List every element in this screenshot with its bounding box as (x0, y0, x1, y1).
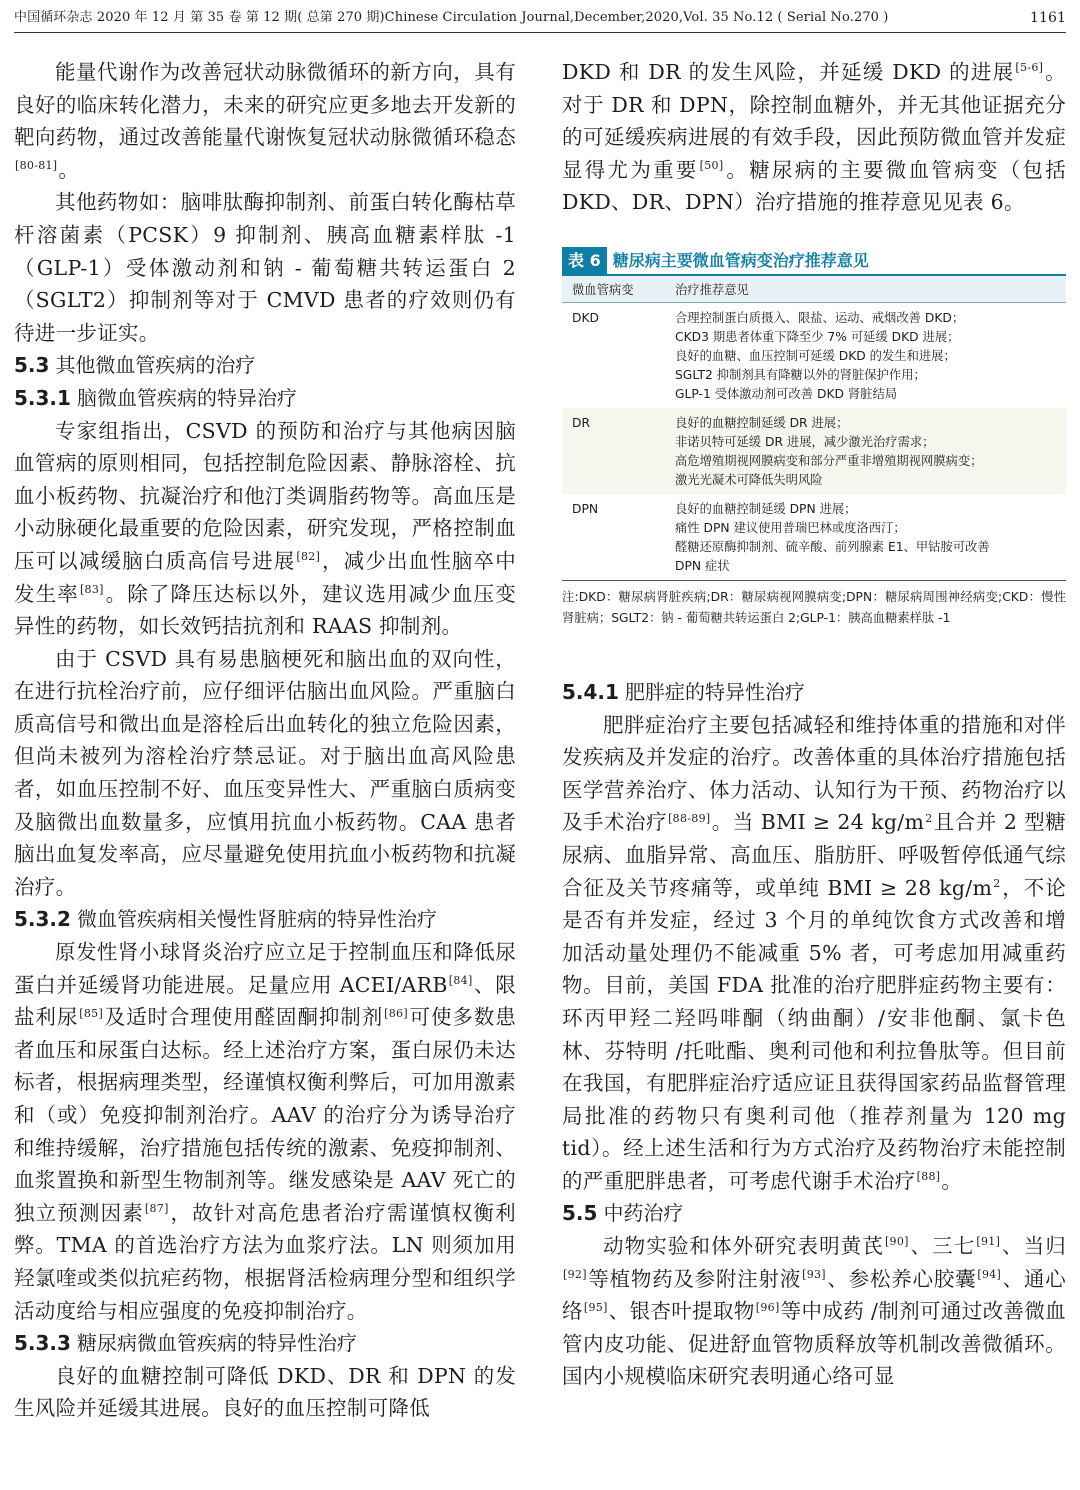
row-recommendations-dpn (675, 494, 1066, 581)
citation[interactable]: [86] (384, 1006, 408, 1020)
row-recommendations-dr (675, 408, 1066, 494)
paragraph-csvd-treatment: 专家组指出，CSVD 的预防和治疗与其他病因脑血管病的原则相同，包括控制危险因素、静脉溶栓、抗血小板药物、抗凝治疗和他汀类调脂药物等。高血压是小动脉硬化最重要的危险因素，研究发现，严格控制血压可以减缓脑白质高信号进展[82]，减少出血性脑卒中发生率[83]。除了降压达标以外，建议选用减少血压变异性的药物，如长效钙拮抗剂和 RAAS 抑制剂。 (14, 418, 516, 639)
recommendation-line: CKD3 期患者体重下降至少 7% 可延缓 DKD 进展； (675, 329, 960, 344)
recommendation-line: GLP-1 受体激动剂可改善 DKD 肾脏结局 (675, 386, 898, 401)
page-number: 1161 (1029, 10, 1066, 26)
citation[interactable]: [93] (802, 1267, 826, 1281)
running-header (14, 6, 1066, 33)
column-header-recommendation: 治疗推荐意见 (675, 276, 1066, 303)
section-heading-5-3: 5.3 其他微血管疾病的治疗 (14, 353, 256, 378)
recommendation-line: 良好的血糖、血压控制可延缓 DKD 的发生和进展； (675, 348, 956, 363)
citation[interactable]: [87] (144, 1202, 169, 1216)
right-column (562, 56, 1066, 1393)
superscript: 2 (993, 876, 1001, 890)
citation[interactable]: [84] (448, 973, 473, 987)
citation[interactable]: [88-89] (668, 811, 711, 825)
table-caption (562, 247, 1066, 276)
table-header-row (562, 276, 1066, 303)
section-heading-5-5: 5.5 中药治疗 (562, 1201, 684, 1226)
table-6 (562, 247, 1066, 629)
table-footnote: 注:DKD：糖尿病肾脏疾病;DR：糖尿病视网膜病变;DPN：糖尿病周围神经病变;CKD：慢性肾脏病；SGLT2：钠 - 葡萄糖共转运蛋白 2;GLP-1：胰高血糖素样肽 -1 (562, 589, 1066, 625)
section-heading-5-4-1: 5.4.1 肥胖症的特异性治疗 (562, 679, 805, 704)
recommendation-line: 非诺贝特可延缓 DR 进展，减少激光治疗需求； (675, 434, 935, 449)
running-title: 中国循环杂志 2020 年 12 月 第 35 卷 第 12 期( 总第 270 期)Chinese Circulation Journal,December,2020,Vol. 35 No.12 ( Serial No.270 ) (14, 10, 889, 25)
section-heading-5-3-3: 5.3.3 糖尿病微血管疾病的特异性治疗 (14, 1331, 357, 1356)
row-label-dr: DR (562, 408, 675, 494)
citation[interactable]: [85] (79, 1006, 104, 1020)
paragraph-obesity-treatment: 肥胖症治疗主要包括减轻和维持体重的措施和对伴发疾病及并发症的治疗。改善体重的具体治疗措施包括医学营养治疗、体力活动、认知行为干预、药物治疗以及手术治疗[88-89]。当 BMI ≥ 24 $kg/m^2$且合并 2 型糖尿病、血脂异常、高血压、脂肪肝、呼吸暂停低通气综合征及关节疼痛等，或单纯 BMI ≥ 28 $kg/m^2$，不论是否有并发症，经过 3 个月的单纯饮食方式改善和增加活动量处理仍不能减重 5% 者，可考虑加用减重药物。目前，美国 FDA 批准的治疗肥胖症药物主要有：环丙甲羟二羟吗啡酮（纳曲酮）/安非他酮、氯卡色林、芬特明 /托吡酯、奥利司他和利拉鲁肽等。但目前在我国，有肥胖症治疗适应证且获得国家药品监督管理局批准的药物只有奥利司他（推荐剂量为 120 mg tid）。经上述生活和行为方式治疗及药物治疗未能控制的严重肥胖患者，可考虑代谢手术治疗[88]。 (562, 712, 1067, 1193)
paragraph-diabetes-microvascular: 良好的血糖控制可降低 DKD、DR 和 DPN 的发生风险并延缓其进展。良好的血压控制可降低 (14, 1363, 516, 1421)
row-recommendations-dkd (675, 302, 1066, 408)
left-column (14, 56, 516, 1425)
citation[interactable]: [83] (79, 582, 104, 596)
citation[interactable]: [88] (916, 1170, 941, 1184)
table-row-dr (562, 408, 1066, 494)
recommendation-table (562, 276, 1066, 581)
table-title: 糖尿病主要微血管病变治疗推荐意见 (612, 250, 869, 270)
citation[interactable]: [91] (976, 1235, 1001, 1249)
paragraph-dkd-dr-continued: DKD 和 DR 的发生风险，并延缓 DKD 的进展[5-6]。对于 DR 和 DPN，除控制血糖外，并无其他证据充分的可延缓疾病进展的有效手段，因此预防微血管并发症显得尤为重要[50]。糖尿病的主要微血管病变（包括 DKD、DR、DPN）治疗措施的推荐意见见表 6。 (562, 60, 1066, 215)
recommendation-line: DPN 症状 (675, 558, 730, 573)
paragraph-tcm-treatment: 动物实验和体外研究表明黄芪[90]、三七[91]、当归[92]等植物药及参附注射液[93]、参松养心胶囊[94]、通心络[95]、银杏叶提取物[96]等中成药 /制剂可通过改善微血管内皮功能、促进舒血管物质释放等机制改善微循环。国内小规模临床研究表明通心络可显 (562, 1234, 1067, 1389)
citation[interactable]: [50] (699, 159, 724, 173)
superscript: 2 (925, 811, 933, 825)
citation[interactable]: [92] (563, 1267, 587, 1281)
recommendation-line: 高危增殖期视网膜病变和部分严重非增殖期视网膜病变； (675, 453, 983, 468)
recommendation-line: 良好的血糖控制延缓 DR 进展； (675, 415, 849, 430)
obesity-section (562, 676, 1066, 1393)
recommendation-line: SGLT2 抑制剂具有降糖以外的肾脏保护作用； (675, 367, 926, 382)
section-heading-5-3-2: 5.3.2 微血管疾病相关慢性肾脏病的特异性治疗 (14, 907, 437, 932)
column-header-lesion: 微血管病变 (562, 276, 675, 303)
section-heading-5-3-1: 5.3.1 脑微血管疾病的特异治疗 (14, 385, 297, 410)
paragraph-ckd-treatment: 原发性肾小球肾炎治疗应立足于控制血压和降低尿蛋白并延缓肾功能进展。足量应用 ACEI/ARB[84]、限盐利尿[85]及适时合理使用醛固酮抑制剂[86]可使多数患者血压和尿蛋白达标。经上述治疗方案，蛋白尿仍未达标者，根据病理类型，经谨慎权衡利弊后，可加用激素和（或）免疫抑制剂治疗。AAV 的治疗分为诱导治疗和维持缓解，治疗措施包括传统的激素、免疫抑制剂、血浆置换和新型生物制剂等。继发感染是 AAV 死亡的独立预测因素[87]，故针对高危患者治疗需谨慎权衡利弊。TMA 的首选治疗方法为血浆疗法。LN 则须加用羟氯喹或类似抗疟药物，根据肾活检病理分型和组织学活动度给与相应强度的免疫抑制治疗。 (14, 940, 517, 1323)
paragraph-other-drugs: 其他药物如：脑啡肽酶抑制剂、前蛋白转化酶枯草杆溶菌素（PCSK）9 抑制剂、胰高血糖素样肽 -1（GLP-1）受体激动剂和钠 - 葡萄糖共转运蛋白 2（SGLT2）抑制剂等对于 CMVD 患者的疗效则仍有待进一步证实。 (14, 190, 516, 345)
citation[interactable]: [96] (755, 1300, 780, 1314)
citation[interactable]: [90] (884, 1235, 909, 1249)
citation[interactable]: [94] (977, 1267, 1002, 1281)
citation[interactable]: [82] (296, 550, 321, 564)
table-row-dkd (562, 302, 1066, 408)
row-label-dkd: DKD (572, 310, 600, 325)
citation[interactable]: [80-81] (15, 159, 58, 173)
recommendation-line: 醛糖还原酶抑制剂、硫辛酸、前列腺素 E1、甲钴胺可改善 (675, 539, 990, 554)
recommendation-line: 痛性 DPN 建议使用普瑞巴林或度洛西汀； (675, 520, 906, 535)
recommendation-line: 激光光凝术可降低失明风险 (675, 472, 823, 487)
table-label: 表 6 (562, 247, 607, 274)
paragraph-energy-metabolism: 能量代谢作为改善冠状动脉微循环的新方向，具有良好的临床转化潜力，未来的研究应更多地去开发新的靶向药物，通过改善能量代谢恢复冠状动脉微循环稳态[80-81]。 (14, 60, 516, 182)
citation[interactable]: [95] (583, 1300, 608, 1314)
row-label-dpn: DPN (562, 494, 675, 581)
recommendation-line: 良好的血糖控制延缓 DPN 进展； (675, 501, 857, 516)
citation[interactable]: [5-6] (1015, 61, 1044, 75)
recommendation-line: 合理控制蛋白质摄入、限盐、运动、戒烟改善 DKD； (675, 310, 965, 325)
table-row-dpn (562, 494, 1066, 581)
paragraph-csvd-antithrombotic: 由于 CSVD 具有易患脑梗死和脑出血的双向性，在进行抗栓治疗前，应仔细评估脑出血风险。严重脑白质高信号和微出血是溶栓后出血转化的独立危险因素，但尚未被列为溶栓治疗禁忌证。对于脑出血高风险患者，如血压控制不好、血压变异性大、严重脑白质病变及脑微出血数量多，应慎用抗血小板药物。CAA 患者脑出血复发率高，应尽量避免使用抗血小板药物和抗凝治疗。 (14, 646, 516, 899)
